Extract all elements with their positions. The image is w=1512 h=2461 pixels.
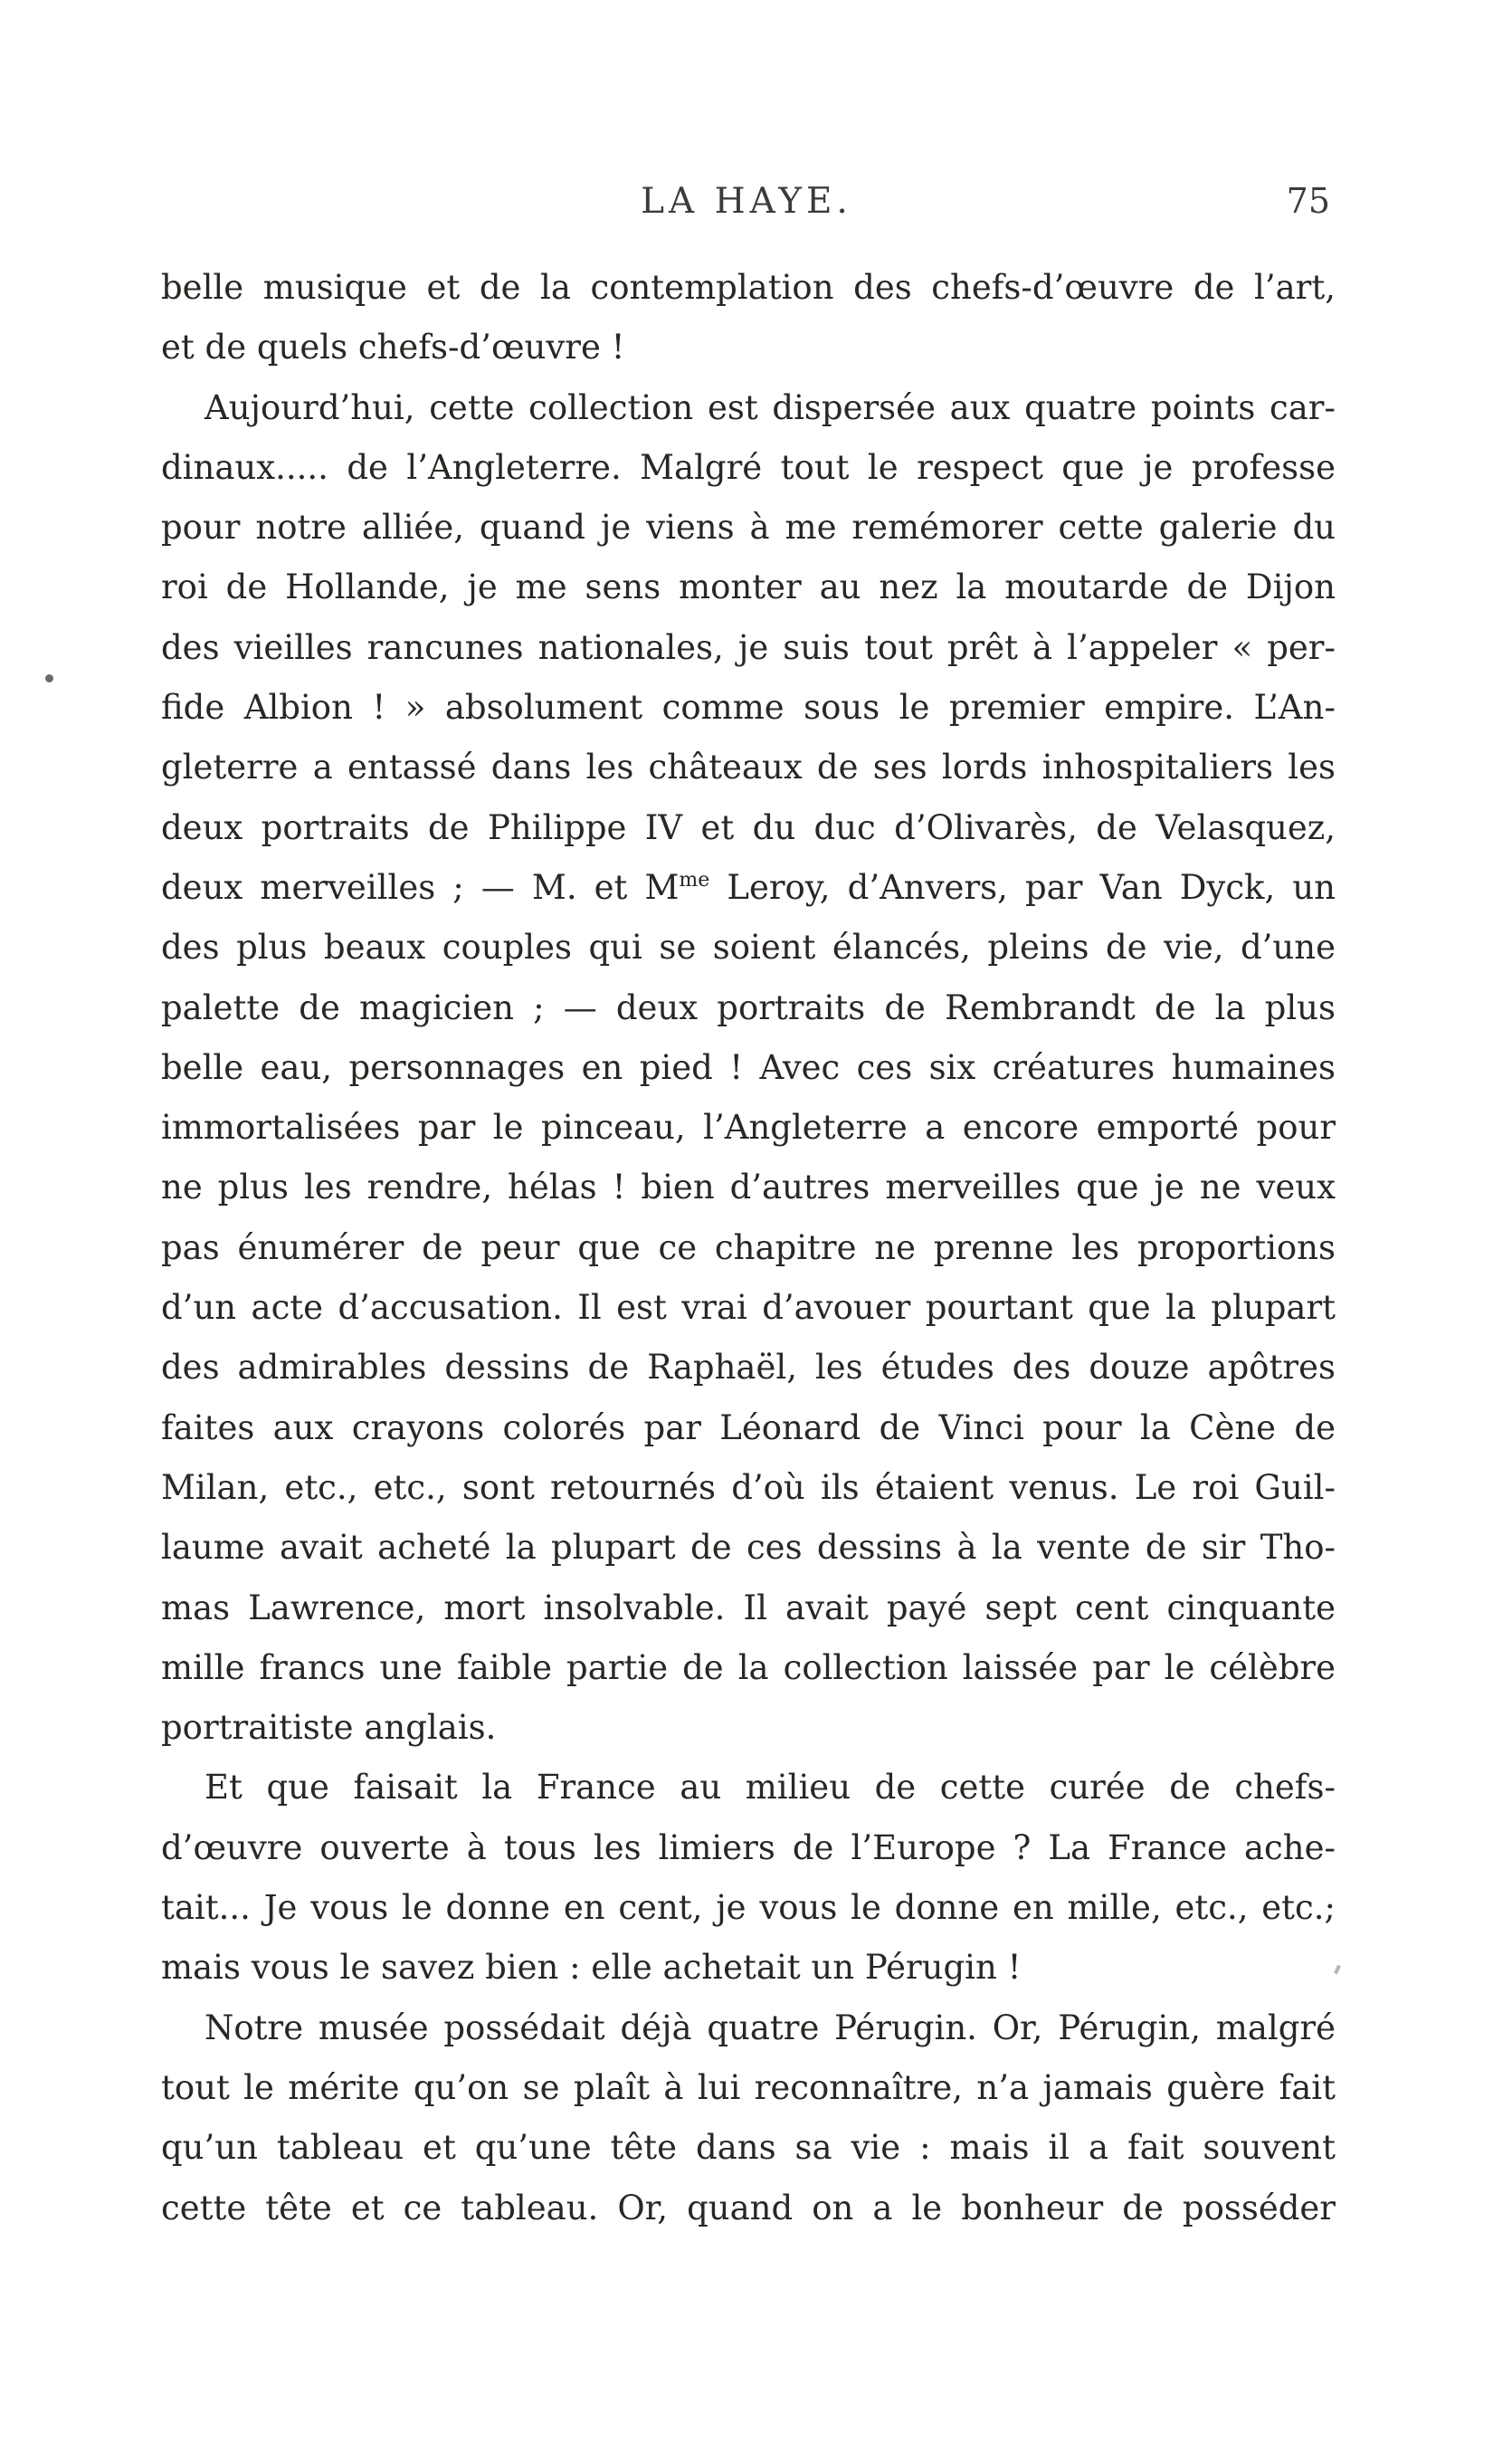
text-line: tout le mérite qu’on se plaît à lui reconnaître, n’a jamais guère fait (161, 2067, 1336, 2107)
text-line: Aujourd’hui, cette collection est dispersée aux quatre points car- (204, 387, 1336, 427)
text-line: portraitiste anglais. (161, 1708, 497, 1748)
text-line: belle musique et de la contemplation des chefs-d’œuvre de l’art, (161, 268, 1336, 307)
text-segment: Leroy, d’Anvers, par Van Dyck, un (709, 867, 1336, 907)
text-line: dinaux..... de l’Angleterre. Malgré tout le respect que je professe (161, 447, 1336, 487)
text-line: Et que faisait la France au milieu de cette curée de chefs- (204, 1768, 1336, 1808)
text-line: gleterre a entassé dans les châteaux de ses lords inhospitaliers les (161, 748, 1336, 787)
text-line: Notre musée possédait déjà quatre Pérugin. Or, Pérugin, malgré (204, 2008, 1336, 2047)
text-line: Milan, etc., etc., sont retournés d’où ils étaient venus. Le roi Guil- (161, 1467, 1336, 1507)
running-head (163, 181, 1330, 235)
text-line: mille francs une faible partie de la collection laissée par le célèbre (161, 1647, 1336, 1687)
text-line: d’œuvre ouverte à tous les limiers de l’Europe ? La France ache- (161, 1827, 1336, 1867)
text-line: faites aux crayons colorés par Léonard de Vinci pour la Cène de (161, 1407, 1336, 1447)
text-line: des vieilles rancunes nationales, je suis tout prêt à l’appeler « per- (161, 627, 1336, 667)
text-line: des admirables dessins de Raphaël, les études des douze apôtres (161, 1348, 1336, 1388)
text-line: qu’un tableau et qu’une tête dans sa vie : mais il a fait souvent (161, 2128, 1336, 2168)
text-line: des plus beaux couples qui se soient élancés, pleins de vie, d’une (161, 928, 1336, 968)
text-line: deux portraits de Philippe IV et du duc d’Olivarès, de Velasquez, (161, 807, 1336, 847)
text-line: pas énumérer de peur que ce chapitre ne prenne les proportions (161, 1227, 1336, 1267)
text-line: d’un acte d’accusation. Il est vrai d’avouer pourtant que la plupart (161, 1288, 1336, 1328)
text-line: palette de magicien ; — deux portraits de Rembrandt de la plus (161, 987, 1336, 1027)
text-line: mas Lawrence, mort insolvable. Il avait payé sept cent cinquante (161, 1588, 1336, 1627)
text-line: belle eau, personnages en pied ! Avec ces six créatures humaines (161, 1047, 1336, 1087)
text-line: pour notre alliée, quand je viens à me remémorer cette galerie du (161, 508, 1336, 548)
page-number: 75 (1286, 181, 1330, 221)
text-segment: deux merveilles ; — M. et M (161, 867, 680, 907)
text-line: ne plus les rendre, hélas ! bien d’autres merveilles que je ne veux (161, 1168, 1336, 1207)
text-line: fide Albion ! » absolument comme sous le premier empire. L’An- (161, 688, 1336, 728)
text-line: immortalisées par le pinceau, l’Angleterre a encore emporté pour (161, 1108, 1336, 1148)
superscript-abbreviation: me (679, 868, 710, 892)
margin-ink-dot (45, 674, 53, 682)
text-line: tait... Je vous le donne en cent, je vous le donne en mille, etc., etc.; (161, 1888, 1336, 1928)
text-line: cette tête et ce tableau. Or, quand on a le bonheur de posséder (161, 2188, 1336, 2227)
body-text (161, 258, 1336, 2238)
text-line: et de quels chefs-d’œuvre ! (161, 328, 625, 367)
text-line (161, 858, 1336, 918)
text-line: roi de Hollande, je me sens monter au nez la moutarde de Dijon (161, 568, 1336, 607)
text-line: laume avait acheté la plupart de ces dessins à la vente de sir Tho- (161, 1528, 1336, 1568)
running-title: LA HAYE. (641, 181, 852, 222)
text-line: mais vous le savez bien : elle achetait un Pérugin ! (161, 1948, 1022, 1988)
